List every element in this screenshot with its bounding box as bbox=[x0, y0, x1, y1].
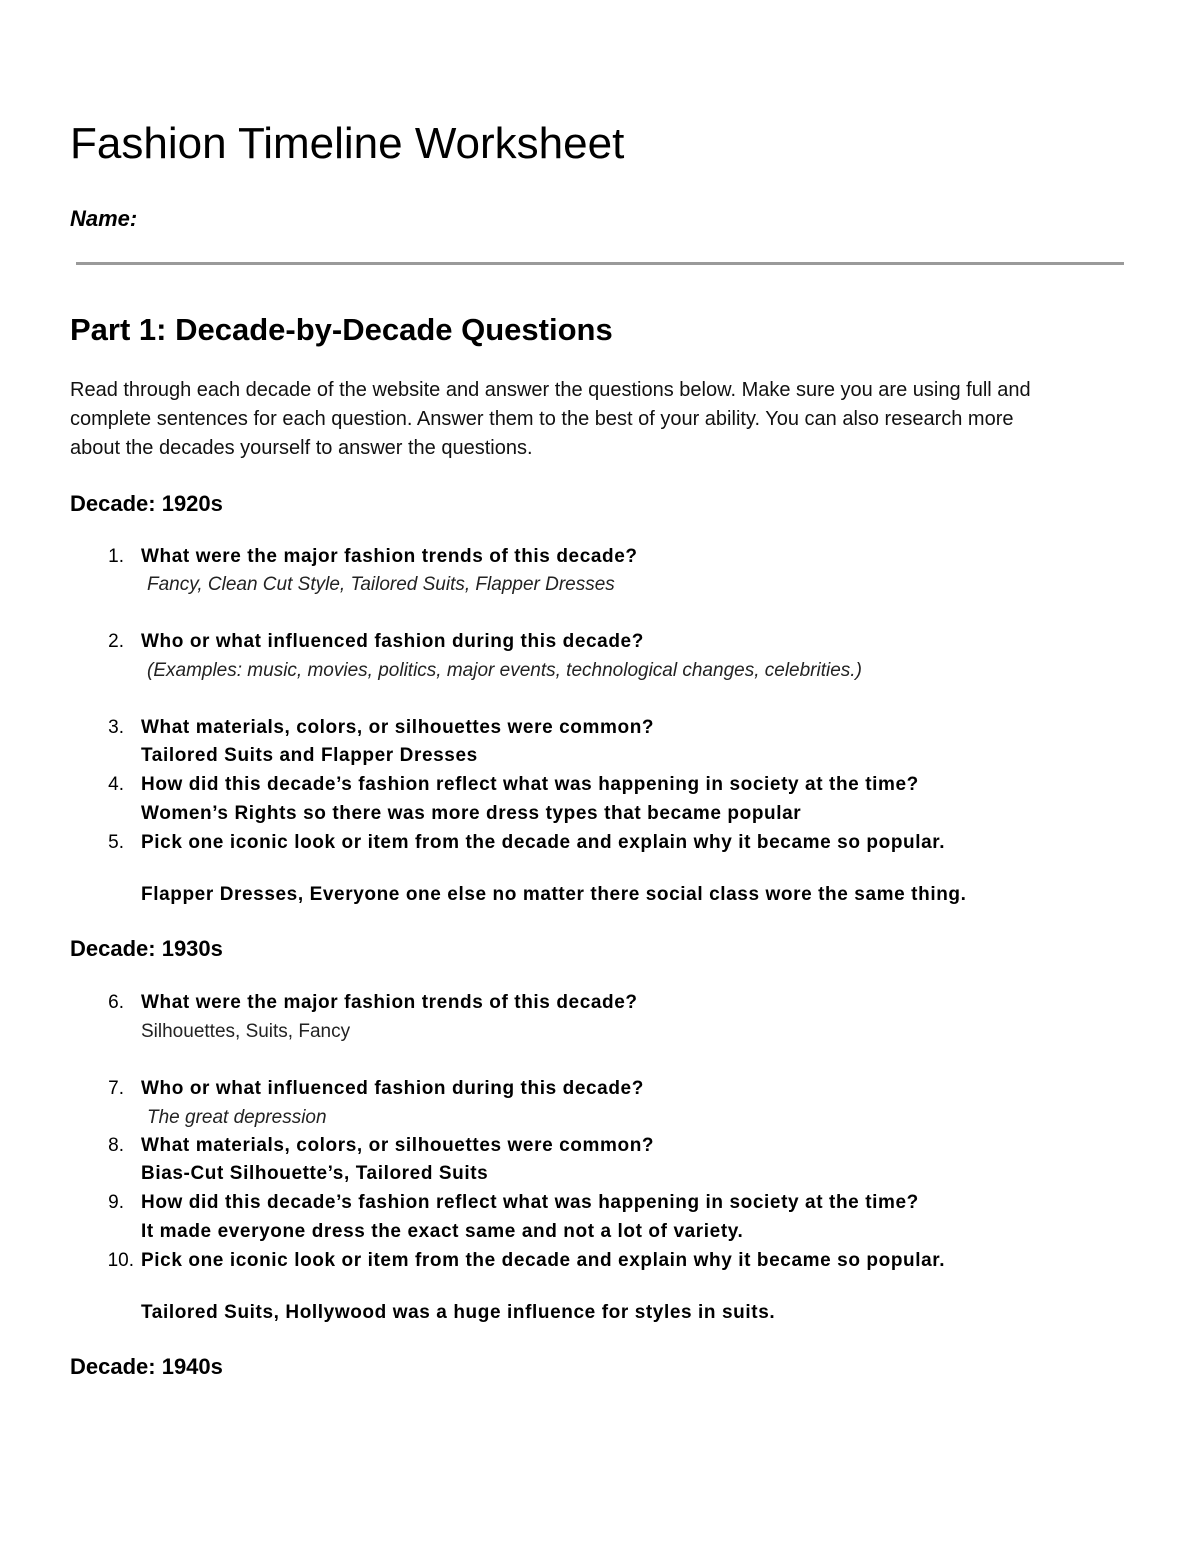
answer-text: (Examples: music, movies, politics, major events, technological changes, celebrities.) bbox=[147, 660, 862, 681]
question-number: 1. bbox=[108, 546, 124, 567]
question-number: 9. bbox=[108, 1192, 124, 1213]
answer-text: Tailored Suits and Flapper Dresses bbox=[141, 745, 478, 766]
section-heading-1920s: Decade: 1920s bbox=[70, 491, 223, 516]
section-heading-1940s: Decade: 1940s bbox=[70, 1354, 223, 1379]
answer-text: It made everyone dress the exact same and not a lot of variety. bbox=[141, 1221, 744, 1242]
question-number: 7. bbox=[108, 1078, 124, 1099]
question-text: How did this decade’s fashion reflect what was happening in society at the time? bbox=[141, 1192, 919, 1213]
answer-text: Bias-Cut Silhouette’s, Tailored Suits bbox=[141, 1163, 489, 1184]
answer-text: The great depression bbox=[147, 1107, 327, 1128]
question-text: What were the major fashion trends of this decade? bbox=[141, 992, 638, 1013]
answer-text: Silhouettes, Suits, Fancy bbox=[141, 1021, 351, 1042]
question-number: 3. bbox=[108, 717, 124, 738]
name-label: Name: bbox=[70, 206, 138, 231]
question-text: Pick one iconic look or item from the decade and explain why it became so popular. bbox=[141, 832, 946, 853]
question-text: What materials, colors, or silhouettes were common? bbox=[141, 1135, 655, 1156]
intro-line: complete sentences for each question. Answer them to the best of your ability. You can also research more bbox=[70, 408, 1014, 430]
question-text: Who or what influenced fashion during this decade? bbox=[141, 631, 644, 652]
name-divider bbox=[76, 262, 1124, 265]
intro-line: about the decades yourself to answer the questions. bbox=[70, 437, 533, 459]
answer-text: Fancy, Clean Cut Style, Tailored Suits, Flapper Dresses bbox=[147, 574, 615, 595]
answer-text: Flapper Dresses, Everyone one else no matter there social class wore the same thing. bbox=[141, 884, 967, 905]
question-text: How did this decade’s fashion reflect what was happening in society at the time? bbox=[141, 774, 919, 795]
question-number: 6. bbox=[108, 992, 124, 1013]
answer-text: Women’s Rights so there was more dress types that became popular bbox=[141, 803, 802, 824]
question-number: 4. bbox=[108, 774, 124, 795]
question-number: 10. bbox=[107, 1250, 134, 1271]
answer-text: Tailored Suits, Hollywood was a huge influence for styles in suits. bbox=[141, 1302, 776, 1323]
intro-line: Read through each decade of the website and answer the questions below. Make sure you are using full and bbox=[70, 379, 1031, 401]
question-text: Pick one iconic look or item from the decade and explain why it became so popular. bbox=[141, 1250, 946, 1271]
question-number: 2. bbox=[108, 631, 124, 652]
question-text: Who or what influenced fashion during this decade? bbox=[141, 1078, 644, 1099]
part-heading: Part 1: Decade-by-Decade Questions bbox=[70, 312, 613, 347]
page-title: Fashion Timeline Worksheet bbox=[70, 119, 625, 168]
question-text: What materials, colors, or silhouettes were common? bbox=[141, 717, 655, 738]
question-number: 8. bbox=[108, 1135, 124, 1156]
question-number: 5. bbox=[108, 832, 124, 853]
section-heading-1930s: Decade: 1930s bbox=[70, 936, 223, 961]
question-text: What were the major fashion trends of this decade? bbox=[141, 546, 638, 567]
